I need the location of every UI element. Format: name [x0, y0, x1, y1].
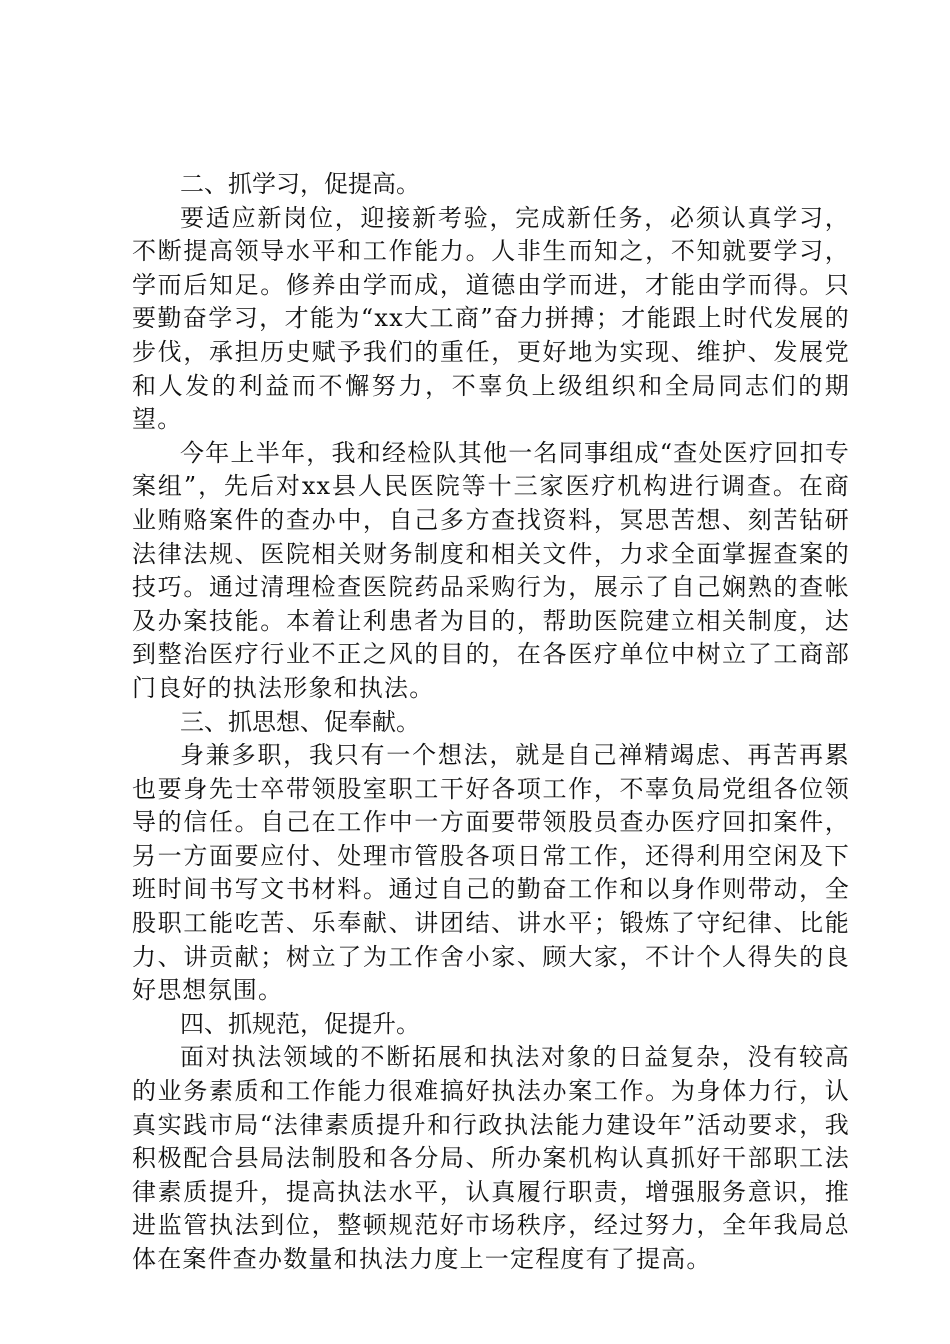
paragraph-standards: 面对执法领域的不断拓展和执法对象的日益复杂，没有较高的业务素质和工作能力很难搞好执法办案工作。为身体力行，认真实践市局“法律素质提升和行政执法能力建设年”活动要求，我积极配合县局法制股和各分局、所办案机构认真抓好干部职工法律素质提升，提高执法水平，认真履行职责，增强服务意识，推进监管执法到位，整顿规范好市场秩序，经过努力，全年我局总体在案件查办数量和执法力度上一定程度有了提高。: [132, 1043, 850, 1273]
paragraph-dedication: 身兼多职，我只有一个想法，就是自己禅精竭虑、再苦再累也要身先士卒带领股室职工干好各项工作，不辜负局党组各位领导的信任。自己在工作中一方面要带领股员查办医疗回扣案件，另一方面要应付、处理市管股各项日常工作，还得利用空闲及下班时间书写文书材料。通过自己的勤奋工作和以身作则带动，全股职工能吃苦、乐奉献、讲团结、讲水平；锻炼了守纪律、比能力、讲贡献；树立了为工作舍小家、顾大家，不计个人得失的良好思想氛围。: [132, 741, 850, 1005]
paragraph-study: 要适应新岗位，迎接新考验，完成新任务，必须认真学习，不断提高领导水平和工作能力。人非生而知之，不知就要学习，学而后知足。修养由学而成，道德由学而进，才能由学而得。只要勤奋学习，才能为“xx大工商”奋力拼搏；才能跟上时代发展的步伐，承担历史赋予我们的重任，更好地为实现、维护、发展党和人发的利益而不懈努力，不辜负上级组织和全局同志们的期望。: [132, 203, 850, 434]
document-body: [132, 168, 850, 1277]
section-heading-3: 三、抓思想、促奉献。: [180, 707, 420, 736]
paragraph-medical-case: 今年上半年，我和经检队其他一名同事组成“查处医疗回扣专案组”，先后对xx县人民医院等十三家医疗机构进行调查。在商业贿赂案件的查办中，自己多方查找资料，冥思苦想、刻苦钻研法律法规、医院相关财务制度和相关文件，力求全面掌握查案的技巧。通过清理检查医院药品采购行为，展示了自己娴熟的查帐及办案技能。本着让利患者为目的，帮助医院建立相关制度，达到整治医疗行业不正之风的目的，在各医疗单位中树立了工商部门良好的执法形象和执法。: [132, 438, 850, 702]
section-heading-2: 二、抓学习，促提高。: [180, 170, 420, 198]
section-heading-4: 四、抓规范，促提升。: [180, 1009, 420, 1038]
